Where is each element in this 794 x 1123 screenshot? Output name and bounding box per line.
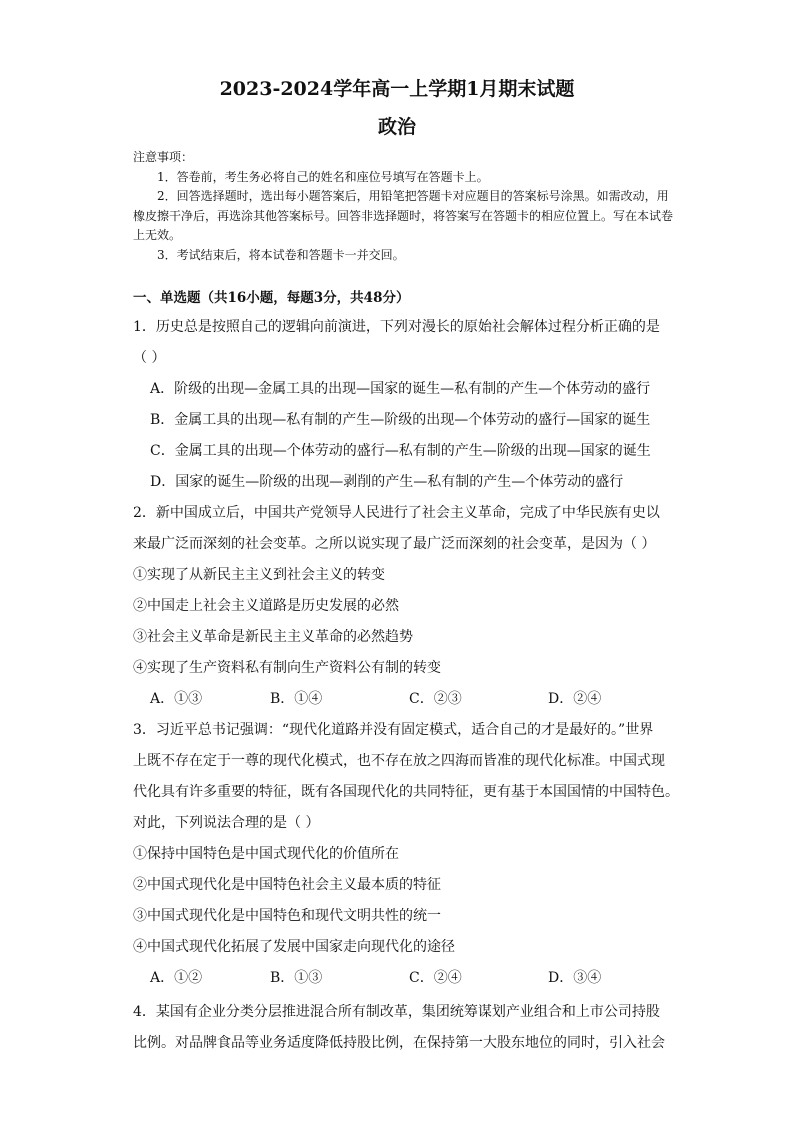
q1-option-a: A．阶级的出现—金属工具的出现—国家的诞生—私有制的产生—个体劳动的盛行	[150, 381, 651, 397]
q3-item-2: ②中国式现代化是中国特色社会主义最本质的特征	[133, 877, 441, 893]
q3-option-c: C．②④	[409, 970, 462, 986]
q3-item-3: ③中国式现代化是中国特色和现代文明共性的统一	[133, 908, 441, 924]
q3-option-b: B．①③	[270, 970, 323, 986]
q3-item-4: ④中国式现代化拓展了发展中国家走向现代化的途径	[133, 939, 455, 955]
q3-stem-line-2: 上既不存在定于一尊的现代化模式，也不存在放之四海而皆准的现代化标准。中国式现	[133, 753, 665, 769]
q2-stem-line-1: 2．新中国成立后，中国共产党领导人民进行了社会主义革命，完成了中华民族有史以	[133, 505, 660, 521]
q2-option-c: C．②③	[409, 691, 462, 707]
exam-title: 2023-2024学年高一上学期1月期末试题	[219, 78, 575, 100]
q3-stem-line-4: 对此，下列说法合理的是（ ）	[133, 815, 320, 831]
q2-item-2: ②中国走上社会主义道路是历史发展的必然	[133, 598, 399, 614]
q2-item-1: ①实现了从新民主主义到社会主义的转变	[133, 567, 385, 583]
notice-item-1: 1．答卷前，考生务必将自己的姓名和座位号填写在答题卡上。	[157, 169, 489, 184]
q2-option-b: B．①④	[270, 691, 323, 707]
q3-option-d: D．③④	[548, 970, 602, 986]
q1-option-b: B．金属工具的出现—私有制的产生—阶级的出现—个体劳动的盛行—国家的诞生	[150, 412, 651, 428]
notice-item-3: 3．考试结束后，将本试卷和答题卡一并交回。	[157, 247, 405, 262]
q1-stem-line-2: （ ）	[133, 350, 166, 366]
q2-item-3: ③社会主义革命是新民主主义革命的必然趋势	[133, 629, 413, 645]
notice-heading: 注意事项：	[133, 150, 194, 164]
q3-item-1: ①保持中国特色是中国式现代化的价值所在	[133, 846, 399, 862]
q3-stem-line-1: 3．习近平总书记强调：“现代化道路并没有固定模式，适合自己的才是最好的。”世界	[133, 722, 654, 738]
notice-block	[133, 148, 673, 265]
subject-title: 政治	[377, 116, 416, 138]
q4-stem-line-1: 4．某国有企业分类分层推进混合所有制改革，集团统筹谋划产业组合和上市公司持股	[133, 1004, 660, 1020]
section-heading: 一、单选题（共16小题，每题3分，共48分）	[133, 290, 410, 306]
q1-option-d: D．国家的诞生—阶级的出现—剥削的产生—私有制的产生—个体劳动的盛行	[150, 474, 624, 490]
q3-option-a: A．①②	[150, 970, 203, 986]
q2-option-a: A．①③	[150, 691, 203, 707]
q1-stem-line-1: 1．历史总是按照自己的逻辑向前演进，下列对漫长的原始社会解体过程分析正确的是	[133, 319, 660, 335]
q3-stem-line-3: 代化具有许多重要的特征，既有各国现代化的共同特征，更有基于本国国情的中国特色。	[133, 784, 679, 800]
notice-item-2: 2．回答选择题时，选出每小题答案后，用铅笔把答题卡对应题目的答案标号涂黑。如需改动，用橡皮擦干净后，再选涂其他答案标号。回答非选择题时，将答案写在答题卡的相应位置上。写在本试卷上无效。	[133, 189, 674, 242]
q1-option-c: C．金属工具的出现—个体劳动的盛行—私有制的产生—阶级的出现—国家的诞生	[150, 443, 651, 459]
q2-option-d: D．②④	[548, 691, 602, 707]
q2-item-4: ④实现了生产资料私有制向生产资料公有制的转变	[133, 660, 441, 676]
q2-stem-line-2: 来最广泛而深刻的社会变革。之所以说实现了最广泛而深刻的社会变革，是因为（ ）	[133, 536, 656, 552]
q4-stem-line-2: 比例。对品牌食品等业务适度降低持股比例，在保持第一大股东地位的同时，引入社会	[133, 1035, 665, 1051]
